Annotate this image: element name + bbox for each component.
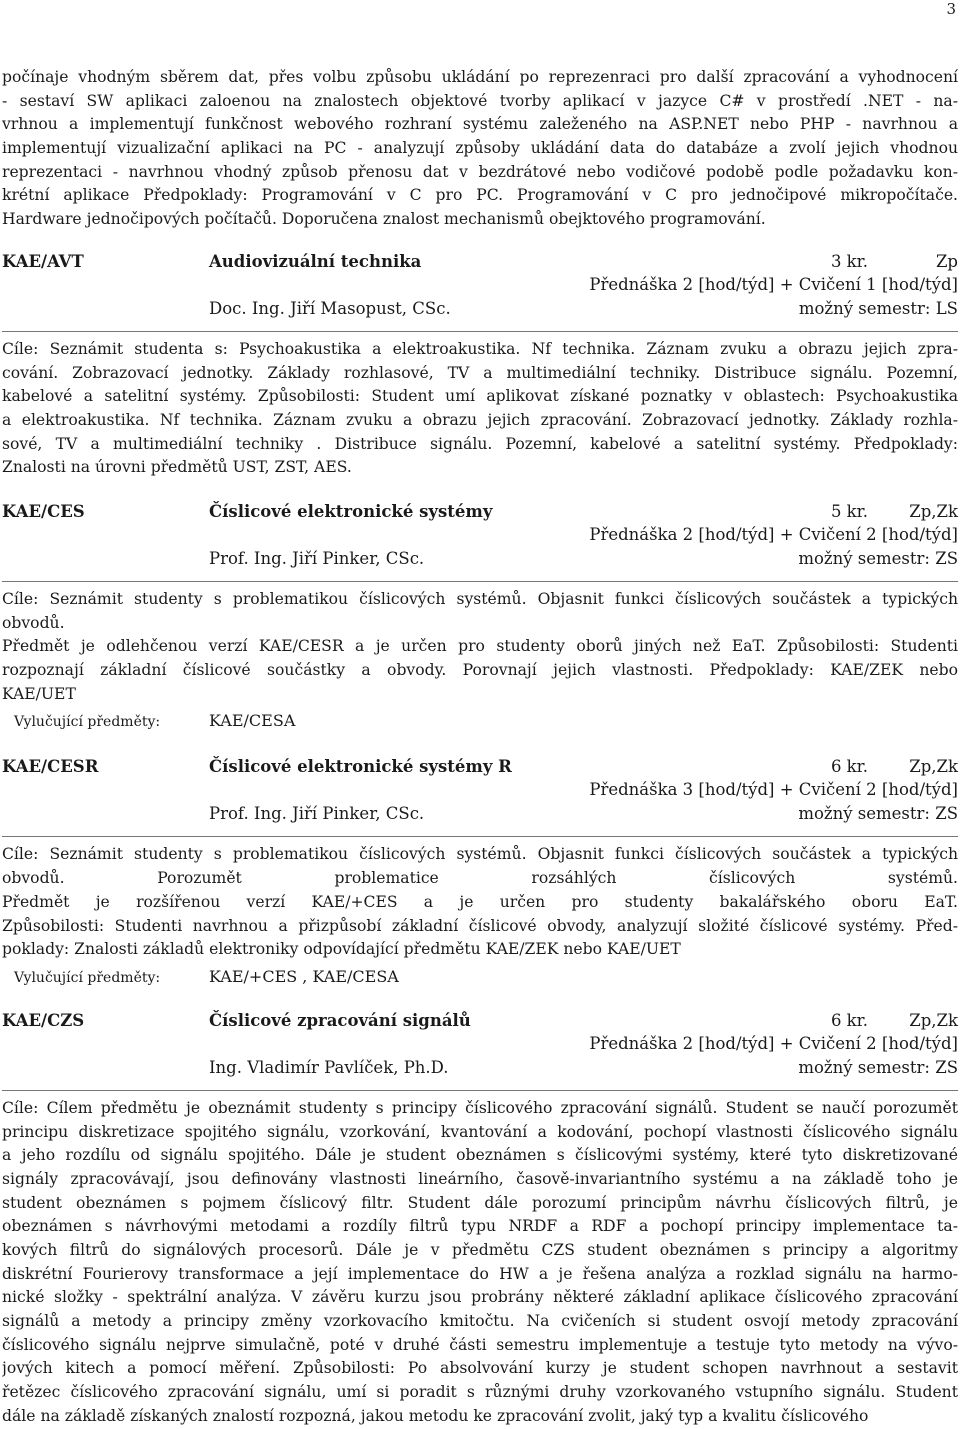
course-description bbox=[2, 1097, 958, 1429]
excluded-courses-row bbox=[2, 965, 958, 989]
course-credits: 6 kr. bbox=[830, 757, 868, 777]
text-line: obvodů. bbox=[2, 613, 65, 632]
text-line: rozpoznají základní číslicové součástky a obvody. Porovnají jejich vlastnosti. Předpoklady: KAE/ZEK nebo bbox=[2, 661, 958, 680]
course-title: Audiovizuální technika bbox=[209, 251, 422, 271]
course-header bbox=[2, 1009, 958, 1032]
text-line: signálů a metody a principy změny vzorkovacího kmitočtu. Na cvičeních si student osvojí metody zpracování bbox=[2, 1312, 958, 1331]
text-line: krétní aplikace Předpoklady: Programování v C pro PC. Programování v C pro jednočipové mikropočítače. bbox=[2, 186, 958, 205]
text-line: počínaje vhodným sběrem dat, přes volbu způsobu ukládání po reprezenraci pro další zpracování a vyhodnocení bbox=[2, 68, 958, 86]
section-divider bbox=[2, 836, 958, 837]
intro-paragraph bbox=[2, 66, 958, 232]
course-semester: možný semestr: ZS bbox=[798, 1057, 958, 1077]
text-line: vrhnou a implementují funkčnost webového rozhraní systému zaleženého na ASP.NET nebo PHP - navrhnou a bbox=[2, 115, 958, 134]
course-block bbox=[2, 500, 958, 733]
text-line: Cíle: Cílem předmětu je obeznámit studenty s principy číslicového zpracování signálů. Student se naučí porozumět bbox=[2, 1098, 958, 1117]
course-hours: Přednáška 3 [hod/týd] + Cvičení 2 [hod/týd] bbox=[589, 780, 958, 800]
course-block bbox=[2, 1009, 958, 1429]
text-line: Předmět je odlehčenou verzí KAE/CESR a je určen pro studenty oborů jiných než EaT. Způsobilosti: Studenti bbox=[2, 637, 958, 656]
course-header bbox=[2, 755, 958, 778]
text-line: student obeznámen s pojmem číslicový filtr. Student dále porozumí principům návrhu číslicových filtrů, je bbox=[2, 1193, 958, 1212]
course-title: Číslicové elektronické systémy R bbox=[209, 757, 512, 777]
course-teacher: Ing. Vladimír Pavlíček, Ph.D. bbox=[209, 1057, 449, 1077]
course-list bbox=[2, 250, 958, 1429]
course-teacher: Prof. Ing. Jiří Pinker, CSc. bbox=[209, 548, 425, 568]
page-content bbox=[2, 66, 958, 1429]
text-line: sové, TV a multimediální techniky . Distribuce signálu. Pozemní, kabelové a satelitní systémy. Předpoklady: bbox=[2, 434, 958, 453]
section-divider bbox=[2, 1090, 958, 1091]
course-completion-type: Zp,Zk bbox=[909, 1010, 958, 1030]
course-semester: možný semestr: ZS bbox=[798, 548, 958, 568]
text-line: principu diskretizace spojitého signálu, vzorkování, kvantování a kodování, pochopí vlastnosti číslicového signálu bbox=[2, 1122, 958, 1141]
course-hours: Přednáška 2 [hod/týd] + Cvičení 2 [hod/týd] bbox=[589, 1033, 958, 1053]
course-code: KAE/CESR bbox=[2, 757, 99, 777]
excluded-courses-value: KAE/CESA bbox=[209, 711, 296, 731]
excluded-courses-value: KAE/+CES , KAE/CESA bbox=[209, 966, 399, 986]
text-line: Způsobilosti: Studenti navrhnou a přizpůsobí základní číslicové obvody, analyzují složité číslicové systémy. Před- bbox=[2, 916, 958, 935]
text-line: Předmět je rozšířenou verzí KAE/+CES a je určen pro studenty bakalářského oboru EaT. bbox=[2, 892, 958, 911]
course-description bbox=[2, 588, 958, 706]
course-completion-type: Zp,Zk bbox=[909, 757, 958, 777]
course-header bbox=[2, 500, 958, 523]
course-block bbox=[2, 250, 958, 480]
course-header bbox=[2, 250, 958, 273]
text-line: Cíle: Seznámit studenty s problematikou číslicových systémů. Objasnit funkci číslicových součástek a typických bbox=[2, 845, 958, 864]
text-line: implementují vizualizační aplikaci na PC - analyzují způsoby ukládání data do databáze a zvolí jejich vhodnou bbox=[2, 139, 958, 158]
course-completion-type: Zp,Zk bbox=[909, 501, 958, 521]
text-line: číslicového signálu nejprve simulačně, poté v druhé části semestru implementuje a testuje tyto metody na vývo- bbox=[2, 1335, 958, 1354]
course-code: KAE/AVT bbox=[2, 251, 84, 271]
course-code: KAE/CZS bbox=[2, 1010, 85, 1030]
excluded-courses-label: Vylučující předměty: bbox=[14, 714, 161, 731]
course-description bbox=[2, 843, 958, 961]
text-line: a jeho rozdílu od signálu spojitého. Dále je student obeznámen s číslicovými systémy, které tyto diskretizované bbox=[2, 1146, 958, 1165]
text-line: Znalosti na úrovni předmětů UST, ZST, AES. bbox=[2, 458, 352, 477]
excluded-courses-row bbox=[2, 709, 958, 733]
text-line: cování. Zobrazovací jednotky. Základy rozhlasové, TV a multimediální techniky. Distribuce signálu. Pozemní, bbox=[2, 363, 958, 382]
course-teacher: Prof. Ing. Jiří Pinker, CSc. bbox=[209, 804, 425, 824]
text-line: nické složky - spektrální analýza. V závěru kurzu jsou probrány některé základní aplikace číslicového zpracování bbox=[2, 1288, 958, 1307]
text-line: diskrétní Fourierovy transformace a její implementace do HW a je řešena analýza a rozklad signálu na harmo- bbox=[2, 1264, 958, 1283]
text-line: kabelové a satelitní systémy. Způsobilosti: Student umí aplikovat získané poznatky v oblastech: Psychoakustika bbox=[2, 387, 958, 406]
text-line: poklady: Znalosti základů elektroniky odpovídající předmětu KAE/ZEK nebo KAE/UET bbox=[2, 940, 681, 959]
course-teacher-row bbox=[2, 297, 958, 321]
course-hours: Přednáška 2 [hod/týd] + Cvičení 1 [hod/týd] bbox=[589, 274, 958, 294]
course-teacher-row bbox=[2, 1056, 958, 1080]
course-hours: Přednáška 2 [hod/týd] + Cvičení 2 [hod/týd] bbox=[589, 524, 958, 544]
text-line: Cíle: Seznámit studenta s: Psychoakustika a elektroakustika. Nf technika. Záznam zvuku a obrazu jejich zpra- bbox=[2, 339, 958, 358]
course-block bbox=[2, 755, 958, 988]
course-title: Číslicové elektronické systémy bbox=[209, 501, 493, 521]
section-divider bbox=[2, 581, 958, 582]
course-code: KAE/CES bbox=[2, 501, 85, 521]
text-line: řetězec číslicového zpracování signálu, umí si poradit s různými druhy vzorkovaného vstupního signálu. Student bbox=[2, 1383, 958, 1402]
text-line: obvodů. Porozumět problematice rozsáhlých číslicových systémů. bbox=[2, 869, 958, 888]
text-line: dále na základě získaných znalostí rozpozná, jakou metodu ke zpracování zvolit, jaký typ a kvalitu číslicového bbox=[2, 1406, 869, 1425]
course-semester: možný semestr: ZS bbox=[798, 804, 958, 824]
course-description bbox=[2, 338, 958, 480]
course-teacher: Doc. Ing. Jiří Masopust, CSc. bbox=[209, 298, 451, 318]
course-credits: 5 kr. bbox=[830, 501, 868, 521]
excluded-courses-label: Vylučující předměty: bbox=[14, 969, 161, 986]
text-line: kových filtrů do signálových procesorů. Dále je v předmětu CZS student obeznámen s principy a algoritmy bbox=[2, 1241, 958, 1260]
text-line: a elektroakustika. Nf technika. Záznam zvuku a obrazu jejich zpracování. Zobrazovací jednotky. Základy rozhla- bbox=[2, 410, 958, 429]
course-teacher-row bbox=[2, 802, 958, 826]
course-teacher-row bbox=[2, 547, 958, 571]
section-divider bbox=[2, 331, 958, 332]
text-line: signály zpracovávají, jsou definovány vlastnosti lineárního, časově-invariantního systému a na základě toho je bbox=[2, 1169, 958, 1188]
text-line: obeznámen s návrhovými metodami a rozdíly filtrů typu NRDF a RDF a pochopí principy implementace ta- bbox=[2, 1217, 958, 1236]
course-semester: možný semestr: LS bbox=[798, 298, 958, 318]
text-line: reprezentaci - navrhnou vhodný způsob přenosu dat v bezdrátové nebo vodičové podobě podle požadavku kon- bbox=[2, 162, 958, 181]
text-line: KAE/UET bbox=[2, 684, 76, 703]
text-line: jových kitech a pomocí měření. Způsobilosti: Po absolvování kurzy je student schopen navrhnout a sestavit bbox=[2, 1359, 958, 1378]
course-completion-type: Zp bbox=[935, 251, 958, 271]
text-line: Hardware jednočipových počítačů. Doporučena znalost mechanismů obejktového programování. bbox=[2, 210, 766, 229]
course-credits: 3 kr. bbox=[830, 251, 868, 271]
course-title: Číslicové zpracování signálů bbox=[209, 1010, 471, 1030]
text-line: - sestaví SW aplikaci zaloenou na znalostech objektové tvorby aplikací v jazyce C# v prostředí .NET - na- bbox=[2, 91, 958, 110]
page-number: 3 bbox=[946, 0, 956, 18]
text-line: Cíle: Seznámit studenty s problematikou číslicových systémů. Objasnit funkci číslicových součástek a typických bbox=[2, 589, 958, 608]
course-credits: 6 kr. bbox=[830, 1010, 868, 1030]
